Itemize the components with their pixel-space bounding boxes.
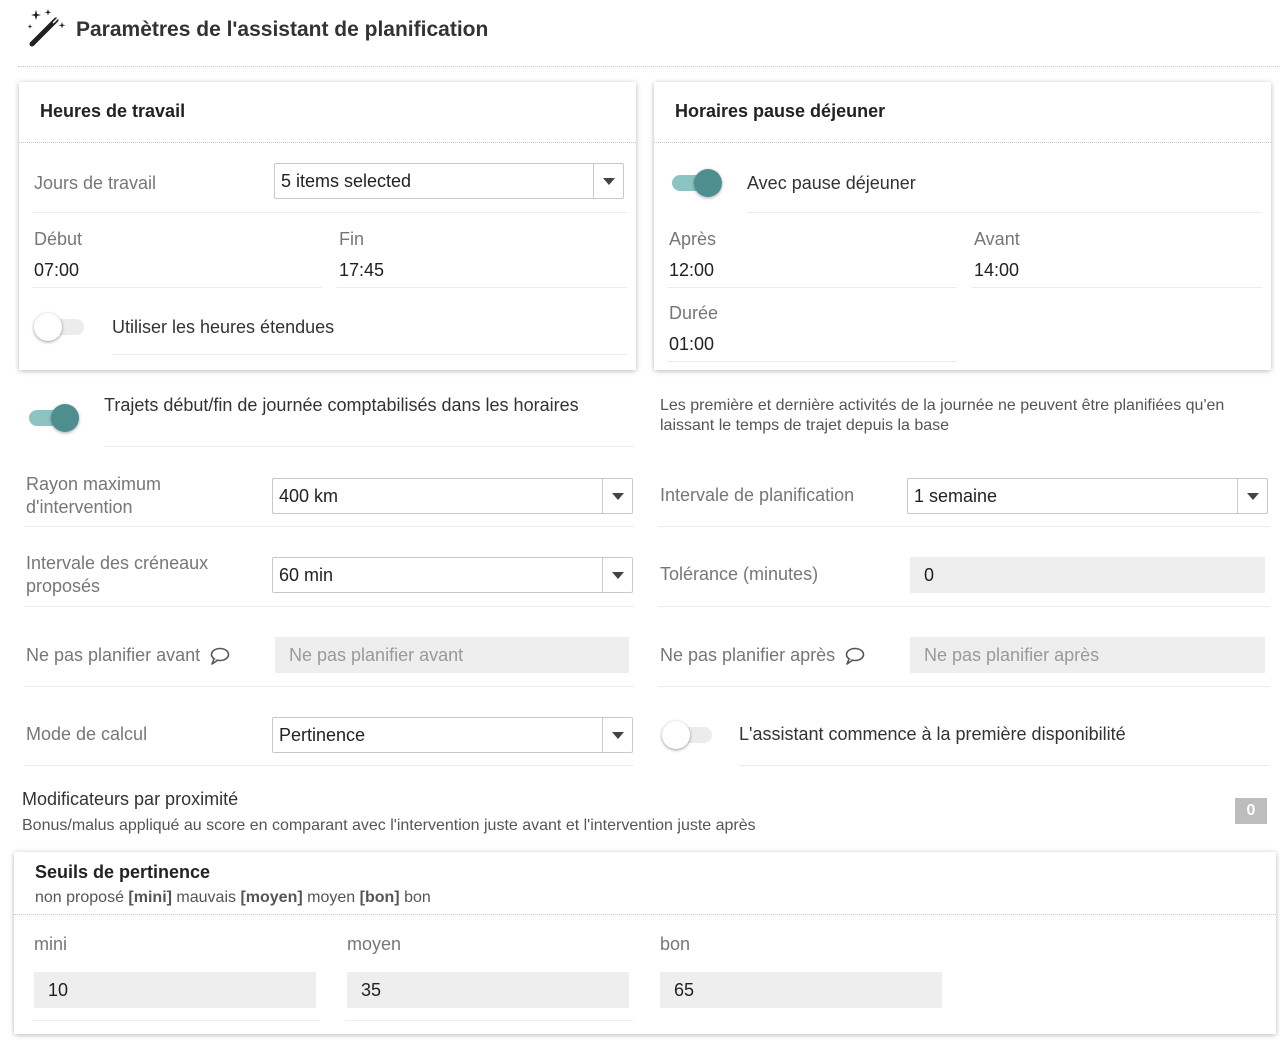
- bon-label: bon: [660, 934, 691, 954]
- work-days-label: Jours de travail: [34, 173, 157, 193]
- toggle-knob: [662, 721, 690, 749]
- card-divider: [14, 914, 1276, 915]
- before-underline: [972, 287, 1262, 288]
- after-underline: [667, 287, 957, 288]
- proximity-title: Modificateurs par proximité: [22, 789, 239, 809]
- row-underline: [24, 765, 634, 766]
- lunch-title: Horaires pause déjeuner: [675, 101, 886, 121]
- thresholds-card: [14, 852, 1276, 1034]
- row-underline: [32, 1020, 320, 1021]
- row-underline: [658, 686, 1270, 687]
- start-label: Début: [34, 229, 83, 249]
- after-label: Après: [669, 229, 717, 249]
- extended-hours-label: Utiliser les heures étendues: [112, 317, 335, 337]
- before-label: Avant: [974, 229, 1020, 249]
- lunch-break-toggle[interactable]: [670, 167, 726, 199]
- toggle-knob: [51, 404, 79, 432]
- moyen-input[interactable]: 35: [347, 972, 629, 1008]
- dropdown-button[interactable]: [602, 558, 632, 592]
- moyen-label: moyen: [347, 934, 402, 954]
- caret-down-icon: [612, 572, 624, 579]
- caret-down-icon: [612, 493, 624, 500]
- calc-mode-label: Mode de calcul: [26, 724, 148, 744]
- legend-text: mauvais: [176, 889, 236, 906]
- work-hours-card: [19, 82, 636, 370]
- tolerance-input[interactable]: 0: [910, 557, 1265, 593]
- header-divider: [18, 66, 1280, 67]
- radius-value: 400 km: [279, 485, 339, 506]
- start-underline: [32, 287, 322, 288]
- start-time-input[interactable]: 07:00: [34, 260, 80, 280]
- dropdown-button[interactable]: [602, 718, 632, 752]
- not-before-input[interactable]: Ne pas planifier avant: [275, 637, 629, 673]
- work-hours-title: Heures de travail: [40, 101, 186, 121]
- mini-input[interactable]: 10: [34, 972, 316, 1008]
- end-label: Fin: [339, 229, 365, 249]
- row-underline: [112, 354, 627, 355]
- slot-interval-label: Intervale des créneaux proposés: [26, 553, 209, 596]
- duration-input[interactable]: 01:00: [669, 334, 715, 354]
- dropdown-button[interactable]: [593, 164, 623, 198]
- row-underline: [24, 686, 634, 687]
- caret-down-icon: [1247, 493, 1259, 500]
- caret-down-icon: [603, 178, 615, 185]
- legend-mini: [mini]: [128, 889, 172, 906]
- bon-input[interactable]: 65: [660, 972, 942, 1008]
- slot-interval-select[interactable]: [272, 557, 633, 593]
- extended-hours-toggle[interactable]: [34, 311, 90, 343]
- duration-underline: [667, 361, 957, 362]
- planning-interval-value: 1 semaine: [914, 485, 998, 506]
- comment-icon[interactable]: [209, 646, 231, 666]
- trips-label: Trajets début/fin de journée comptabilisés dans les horaires: [104, 395, 579, 415]
- row-underline: [658, 526, 1270, 527]
- planning-interval-label: Intervale de planification: [660, 485, 855, 505]
- proximity-description: Bonus/malus appliqué au score en comparant avec l'intervention juste avant et l'intervention juste après: [22, 817, 756, 834]
- toggle-knob: [694, 169, 722, 197]
- legend-text: bon: [404, 889, 431, 906]
- caret-down-icon: [612, 732, 624, 739]
- row-underline: [658, 606, 1270, 607]
- end-time-input[interactable]: 17:45: [339, 260, 385, 280]
- not-before-label-text: Ne pas planifier avant: [26, 645, 201, 665]
- row-underline: [345, 1020, 633, 1021]
- row-underline: [24, 606, 634, 607]
- lunch-card: [654, 82, 1271, 370]
- row-underline: [104, 446, 634, 447]
- trips-toggle[interactable]: [27, 402, 83, 434]
- proximity-count-badge[interactable]: 0: [1235, 798, 1267, 824]
- slot-interval-value: 60 min: [279, 564, 334, 585]
- magic-wand-icon: [26, 8, 68, 50]
- dropdown-button[interactable]: [602, 479, 632, 513]
- lunch-break-label: Avec pause déjeuner: [747, 173, 916, 193]
- end-underline: [337, 287, 627, 288]
- mini-label: mini: [34, 934, 68, 954]
- thresholds-legend: [35, 888, 431, 908]
- dropdown-button[interactable]: [1237, 479, 1267, 513]
- calc-mode-select[interactable]: [272, 717, 633, 753]
- legend-bon: [bon]: [359, 889, 400, 906]
- toggle-knob: [34, 313, 62, 341]
- radius-label: Rayon maximum d'intervention: [26, 474, 162, 517]
- not-before-label: [26, 645, 231, 666]
- work-days-select[interactable]: [274, 163, 624, 199]
- row-underline: [32, 212, 627, 213]
- planning-interval-select[interactable]: [907, 478, 1268, 514]
- before-time-input[interactable]: 14:00: [974, 260, 1020, 280]
- thresholds-title: Seuils de pertinence: [35, 862, 211, 882]
- legend-moyen: [moyen]: [240, 889, 303, 906]
- legend-text: non proposé: [35, 889, 124, 906]
- comment-icon[interactable]: [844, 646, 866, 666]
- row-underline: [739, 765, 1270, 766]
- card-divider: [19, 142, 636, 143]
- legend-text: moyen: [307, 889, 356, 906]
- radius-select[interactable]: [272, 478, 633, 514]
- not-after-input[interactable]: Ne pas planifier après: [910, 637, 1265, 673]
- first-availability-toggle[interactable]: [662, 719, 718, 751]
- work-days-value: 5 items selected: [281, 170, 412, 191]
- duration-label: Durée: [669, 303, 719, 323]
- row-underline: [24, 526, 634, 527]
- tolerance-label: Tolérance (minutes): [660, 564, 819, 584]
- row-underline: [747, 212, 1262, 213]
- page-title: Paramètres de l'assistant de planification: [76, 18, 489, 41]
- not-after-label: [660, 645, 866, 666]
- calc-mode-value: Pertinence: [279, 724, 366, 745]
- trips-help-text: Les première et dernière activités de la journée ne peuvent être planifiées qu'en laissant le temps de trajet depuis la base: [660, 397, 1225, 434]
- after-time-input[interactable]: 12:00: [669, 260, 715, 280]
- first-availability-label: L'assistant commence à la première disponibilité: [739, 724, 1126, 744]
- card-divider: [654, 142, 1271, 143]
- not-after-label-text: Ne pas planifier après: [660, 645, 836, 665]
